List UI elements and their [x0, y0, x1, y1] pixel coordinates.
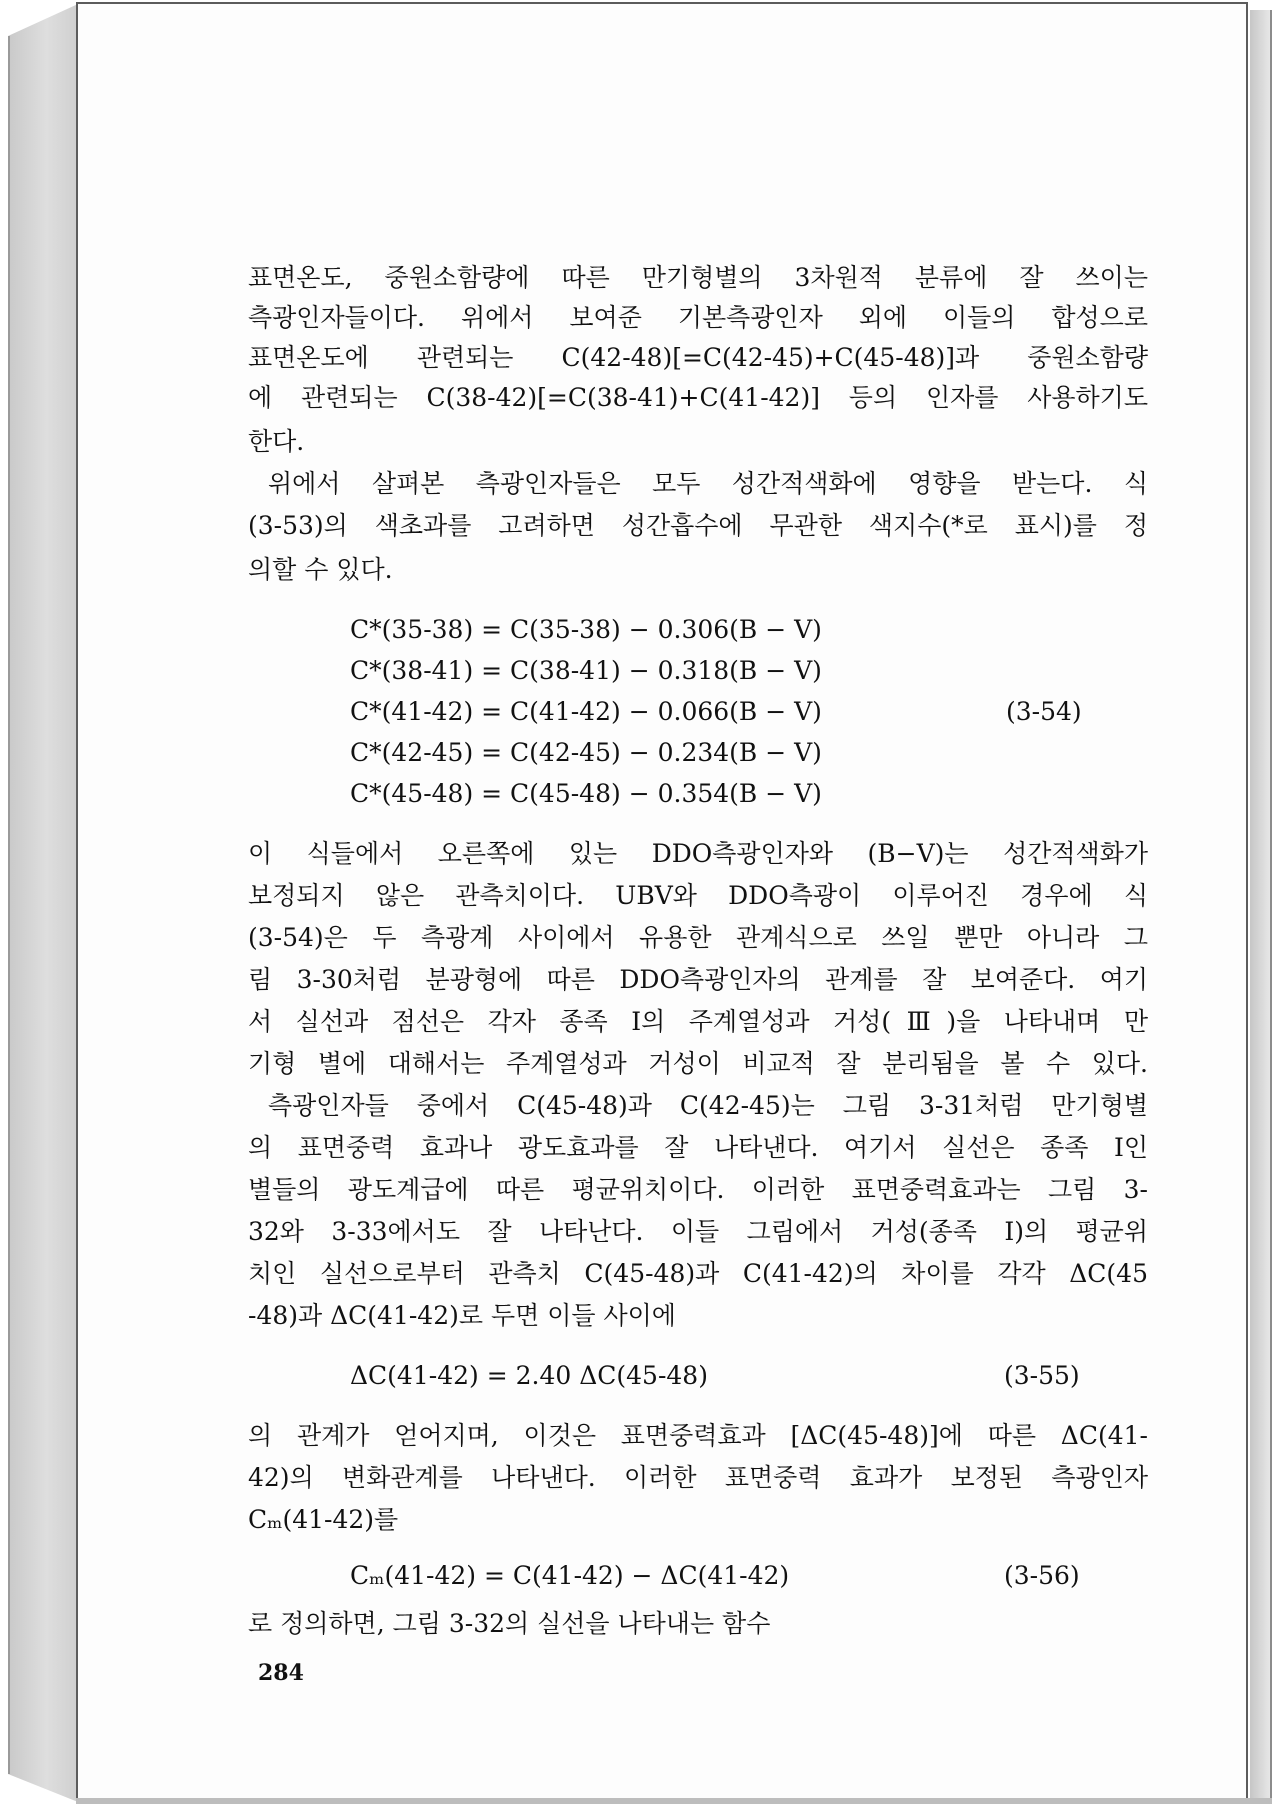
equation-3-54-line-1: C*(35-38) = C(35-38) − 0.306(B − V)	[350, 615, 822, 644]
page-number: 284	[258, 1660, 304, 1686]
book-spine	[8, 4, 78, 1802]
paragraph-3-line-1: 이 식들에서 오른쪽에 있는 DDO측광인자와 (B−V)는 성간적색화가	[248, 839, 1148, 868]
page-edge-bottom	[76, 1798, 1272, 1804]
paragraph-5-line-2: 42)의 변화관계를 나타낸다. 이러한 표면중력 효과가 보정된 측광인자	[248, 1463, 1148, 1492]
paragraph-4-line-1: 측광인자들 중에서 C(45-48)과 C(42-45)는 그림 3-31처럼 만기형별	[268, 1091, 1148, 1120]
paragraph-4-line-2: 의 표면중력 효과나 광도효과를 잘 나타낸다. 여기서 실선은 종족 I인	[248, 1133, 1148, 1162]
paragraph-3-line-3: (3-54)은 두 측광계 사이에서 유용한 관계식으로 쓰일 뿐만 아니라 그	[248, 923, 1148, 952]
paragraph-2-line-3: 의할 수 있다.	[248, 555, 393, 584]
page-edge-right	[1250, 10, 1272, 1800]
paragraph-4-line-6: -48)과 ΔC(41-42)로 두면 이들 사이에	[248, 1301, 676, 1330]
equation-3-54-line-3: C*(41-42) = C(41-42) − 0.066(B − V)	[350, 697, 822, 726]
paragraph-4-line-4: 32와 3-33에서도 잘 나타난다. 이들 그림에서 거성(종족 I)의 평균위	[248, 1217, 1148, 1246]
paragraph-6-line-1: 로 정의하면, 그림 3-32의 실선을 나타내는 함수	[248, 1609, 771, 1638]
paragraph-1-line-3: 표면온도에 관련되는 C(42-48)[=C(42-45)+C(45-48)]과 중원소함량	[248, 343, 1148, 372]
equation-3-54-line-2: C*(38-41) = C(38-41) − 0.318(B − V)	[350, 656, 822, 685]
paragraph-3-line-5: 서 실선과 점선은 각자 종족 I의 주계열성과 거성(Ⅲ)을 나타내며 만	[248, 1007, 1148, 1036]
equation-3-55: ΔC(41-42) = 2.40 ΔC(45-48)	[350, 1361, 708, 1390]
paragraph-5-line-1: 의 관계가 얻어지며, 이것은 표면중력효과 [ΔC(45-48)]에 따른 ΔC(41-	[248, 1421, 1148, 1450]
equation-3-56: Cₘ(41-42) = C(41-42) − ΔC(41-42)	[350, 1561, 790, 1590]
paragraph-3-line-6: 기형 별에 대해서는 주계열성과 거성이 비교적 잘 분리됨을 볼 수 있다.	[248, 1049, 1148, 1078]
paragraph-2-line-1: 위에서 살펴본 측광인자들은 모두 성간적색화에 영향을 받는다. 식	[268, 469, 1148, 498]
equation-3-54-line-5: C*(45-48) = C(45-48) − 0.354(B − V)	[350, 779, 822, 808]
book-spine-edge	[8, 36, 10, 1774]
paragraph-3-line-4: 림 3-30처럼 분광형에 따른 DDO측광인자의 관계를 잘 보여준다. 여기	[248, 965, 1148, 994]
equation-3-54-line-4: C*(42-45) = C(42-45) − 0.234(B − V)	[350, 738, 822, 767]
paragraph-3-line-2: 보정되지 않은 관측치이다. UBV와 DDO측광이 이루어진 경우에 식	[248, 881, 1148, 910]
equation-number-3-54: (3-54)	[1006, 697, 1082, 726]
paragraph-1-line-2: 측광인자들이다. 위에서 보여준 기본측광인자 외에 이들의 합성으로	[248, 303, 1148, 332]
equation-number-3-55: (3-55)	[1004, 1361, 1080, 1390]
paragraph-5-line-3: Cₘ(41-42)를	[248, 1505, 399, 1534]
paragraph-1-line-5: 한다.	[248, 427, 305, 456]
paragraph-4-line-5: 치인 실선으로부터 관측치 C(45-48)과 C(41-42)의 차이를 각각 ΔC(45	[248, 1259, 1148, 1288]
paragraph-1-line-1: 표면온도, 중원소함량에 따른 만기형별의 3차원적 분류에 잘 쓰이는	[248, 263, 1148, 292]
equation-number-3-56: (3-56)	[1004, 1561, 1080, 1590]
paragraph-4-line-3: 별들의 광도계급에 따른 평균위치이다. 이러한 표면중력효과는 그림 3-	[248, 1175, 1148, 1204]
paragraph-1-line-4: 에 관련되는 C(38-42)[=C(38-41)+C(41-42)] 등의 인자를 사용하기도	[248, 383, 1148, 412]
paragraph-2-line-2: (3-53)의 색초과를 고려하면 성간흡수에 무관한 색지수(*로 표시)를 정	[248, 511, 1148, 540]
